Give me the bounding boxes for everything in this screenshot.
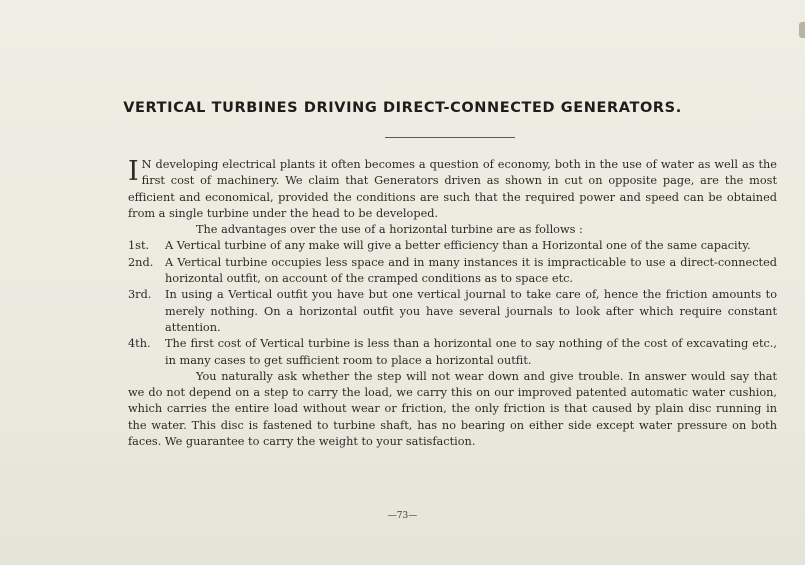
advantage-text: The first cost of Vertical turbine is less than a horizontal one to say nothing of the cost of excavating etc., in many cases to get sufficient room to place a horizontal outfit. xyxy=(165,337,777,367)
advantage-number: 1st. xyxy=(128,239,150,253)
advantage-item xyxy=(128,255,777,288)
advantage-text: A Vertical turbine occupies less space and in many instances it is impracticable to use a direct-connected horizontal outfit, on account of the cramped conditions as to space etc. xyxy=(165,255,777,286)
advantage-text: In using a Vertical outfit you have but one vertical journal to take care of, hence the friction amounts to merely nothing. On a horizontal outfit you have several journals to look after which require constant attention. xyxy=(165,288,777,334)
advantage-text: A Vertical turbine of any make will give a better efficiency than a Horizontal one of the same capacity. xyxy=(165,239,751,253)
intro-paragraph xyxy=(128,157,777,222)
closing-paragraph: You naturally ask whether the step will not wear down and give trouble. In answer would say that we do not depend on a step to carry the load, we carry this on our improved patented automatic water cushion, which carries the entire load without wear or friction, the only friction is that caused by plain disc running in the water. This disc is fastened to turbine shaft, has no bearing on either side except water pressure on both faces. We guarantee to carry the weight to your satisfaction. xyxy=(128,369,777,449)
advantage-item xyxy=(128,238,777,254)
intro-text: N developing electrical plants it often becomes a question of economy, both in the use of water as well as the first cost of machinery. We claim that Generators driven as shown in cut on opposite page, are the most efficient and economical, provided the conditions are such that the required power and speed can be obtained from a single turbine under the head to be developed. xyxy=(128,158,777,220)
advantage-number: 4th. xyxy=(128,337,151,351)
page-title: VERTICAL TURBINES DRIVING DIRECT-CONNECTED GENERATORS. xyxy=(123,100,682,116)
title-divider xyxy=(385,137,515,138)
advantage-item xyxy=(128,336,777,369)
advantage-item xyxy=(128,287,777,336)
page-edge-mark xyxy=(799,22,805,38)
advantage-number: 2nd. xyxy=(128,255,154,269)
drop-cap: I xyxy=(128,156,139,187)
advantage-number: 3rd. xyxy=(128,288,152,302)
page-number: —73— xyxy=(387,511,418,521)
body-text xyxy=(128,157,777,450)
advantages-intro: The advantages over the use of a horizontal turbine are as follows : xyxy=(196,223,583,237)
